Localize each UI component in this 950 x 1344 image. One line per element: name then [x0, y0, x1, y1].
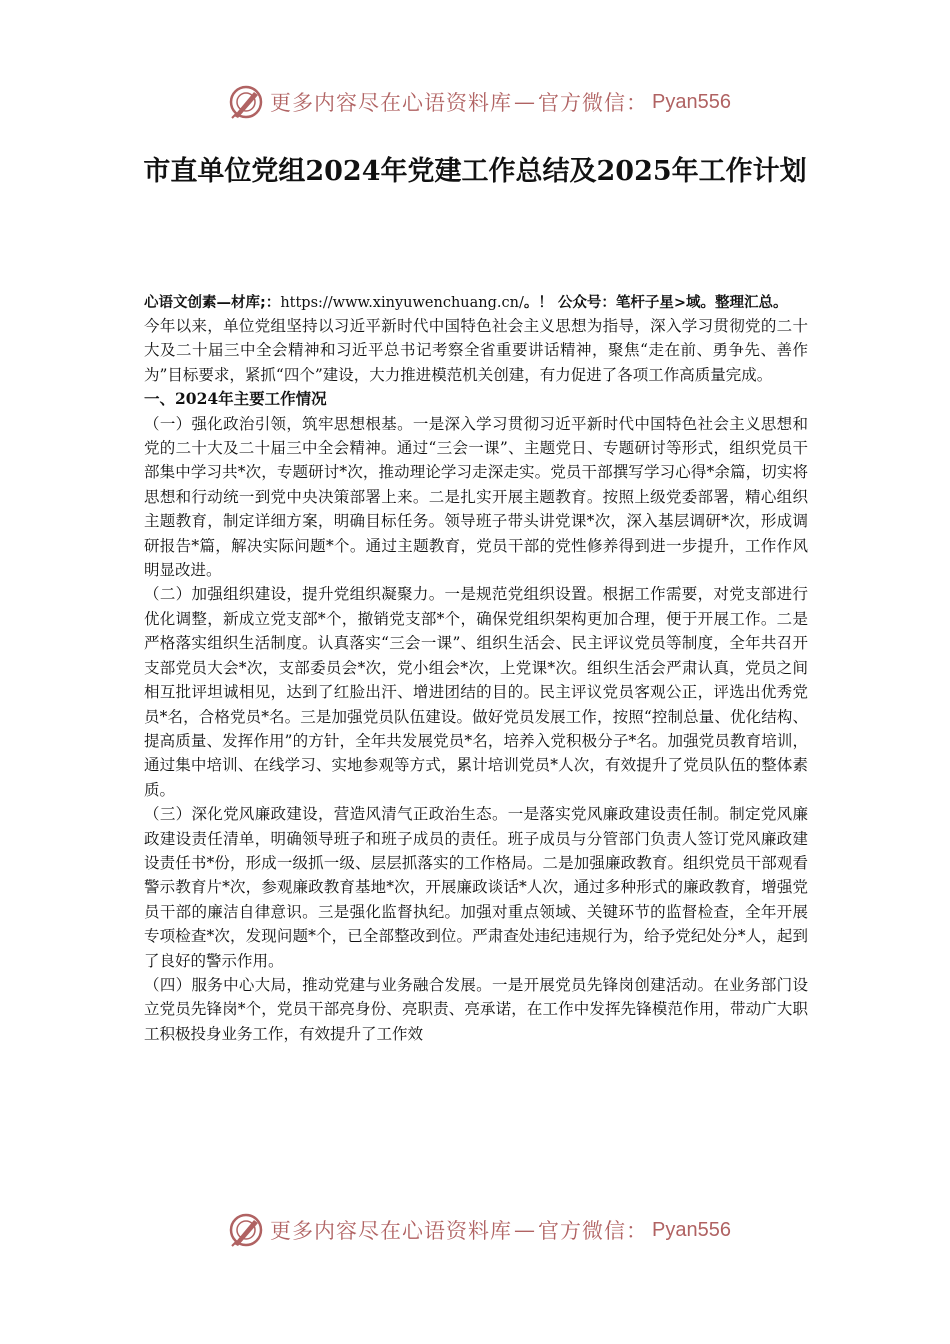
paragraph-3: （三）深化党风廉政建设，营造风清气正政治生态。一是落实党风廉政建设责任制。制定党风廉政建设责任清单，明确领导班子和班子成员的责任。班子成员与分管部门负责人签订党风廉政建设责任书*份，形成一级抓一级、层层抓落实的工作格局。二是加强廉政教育。组织党员干部观看警示教育片*次，参观廉政教育基地*次，开展廉政谈话*人次，通过多种形式的廉政教育，增强党员干部的廉洁自律意识。三是强化监督执纪。加强对重点领域、关键环节的监督检查，全年开展专项检查*次，发现问题*个，已全部整改到位。严肃查处违纪违规行为，给予党纪处分*人，起到了良好的警示作用。: [144, 805, 808, 970]
watermark-banner-bottom: [228, 1210, 731, 1250]
source-url[interactable]: https://www.xinyuwenchuang.cn/: [280, 295, 524, 311]
source-prefix: 心语文创素—材库;：: [144, 295, 281, 311]
paragraph-2: （二）加强组织建设，提升党组织凝聚力。一是规范党组织设置。根据工作需要，对党支部进行优化调整，新成立党支部*个，撤销党支部*个，确保党组织架构更加合理，便于开展工作。二是严格落实组织生活制度。认真落实“三会一课”、组织生活会、民主评议党员等制度，全年共召开支部党员大会*次，支部委员会*次，党小组会*次，上党课*次。组织生活会严肃认真，党员之间相互批评坦诚相见，达到了红脸出汗、增进团结的目的。民主评议党员客观公正，评选出优秀党员*名，合格党员*名。三是加强党员队伍建设。做好党员发展工作，按照“控制总量、优化结构、提高质量、发挥作用”的方针，全年共发展党员*名，培养入党积极分子*名。加强党员教育培训，通过集中培训、在线学习、实地参观等方式，累计培训党员*人次，有效提升了党员队伍的整体素质。: [144, 585, 808, 799]
watermark-wechat-id: Pyan556: [652, 1218, 731, 1241]
source-line: [144, 292, 808, 314]
watermark-text: 更多内容尽在心语资料库: [270, 1219, 512, 1243]
source-suffix: 。！ 公众号：笔杆子星>域。整理汇总。: [523, 295, 788, 311]
watermark-label: 官方微信：: [538, 91, 648, 115]
paragraph-1: （一）强化政治引领，筑牢思想根基。一是深入学习贯彻习近平新时代中国特色社会主义思想和党的二十大及二十届三中全会精神。通过“三会一课”、主题党日、专题研讨等形式，组织党员干部集中学习共*次，专题研讨*次，推动理论学习走深走实。党员干部撰写学习心得*余篇，切实将思想和行动统一到党中央决策部署上来。二是扎实开展主题教育。按照上级党委部署，精心组织主题教育，制定详细方案，明确目标任务。领导班子带头讲党课*次，深入基层调研*次，形成调研报告*篇，解决实际问题*个。通过主题教育，党员干部的党性修养得到进一步提升，工作作风明显改进。: [144, 414, 808, 580]
section-heading-1: 一、2024年主要工作情况: [144, 389, 327, 409]
document-title: 市直单位党组2024年党建工作总结及2025年工作计划: [143, 156, 807, 187]
pen-logo-icon: [228, 84, 264, 120]
pen-logo-icon: [228, 1212, 264, 1248]
watermark-dash: —: [514, 1218, 536, 1242]
watermark-banner-top: [228, 82, 731, 122]
watermark-label: 官方微信：: [538, 1219, 648, 1243]
watermark-dash: —: [514, 90, 536, 114]
paragraph-4: （四）服务中心大局，推动党建与业务融合发展。一是开展党员先锋岗创建活动。在业务部门设立党员先锋岗*个，党员干部亮身份、亮职责、亮承诺，在工作中发挥先锋模范作用，带动广大职工积极投身业务工作，有效提升了工作效: [144, 975, 808, 1043]
watermark-text: 更多内容尽在心语资料库: [270, 91, 512, 115]
intro-paragraph: 今年以来，单位党组坚持以习近平新时代中国特色社会主义思想为指导，深入学习贯彻党的二十大及二十届三中全会精神和习近平总书记考察全省重要讲话精神，聚焦“走在前、勇争先、善作为”目标要求，紧抓“四个”建设，大力推进模范机关创建，有力促进了各项工作高质量完成。: [144, 317, 808, 384]
watermark-wechat-id: Pyan556: [652, 90, 731, 113]
document-body: [144, 292, 808, 1046]
